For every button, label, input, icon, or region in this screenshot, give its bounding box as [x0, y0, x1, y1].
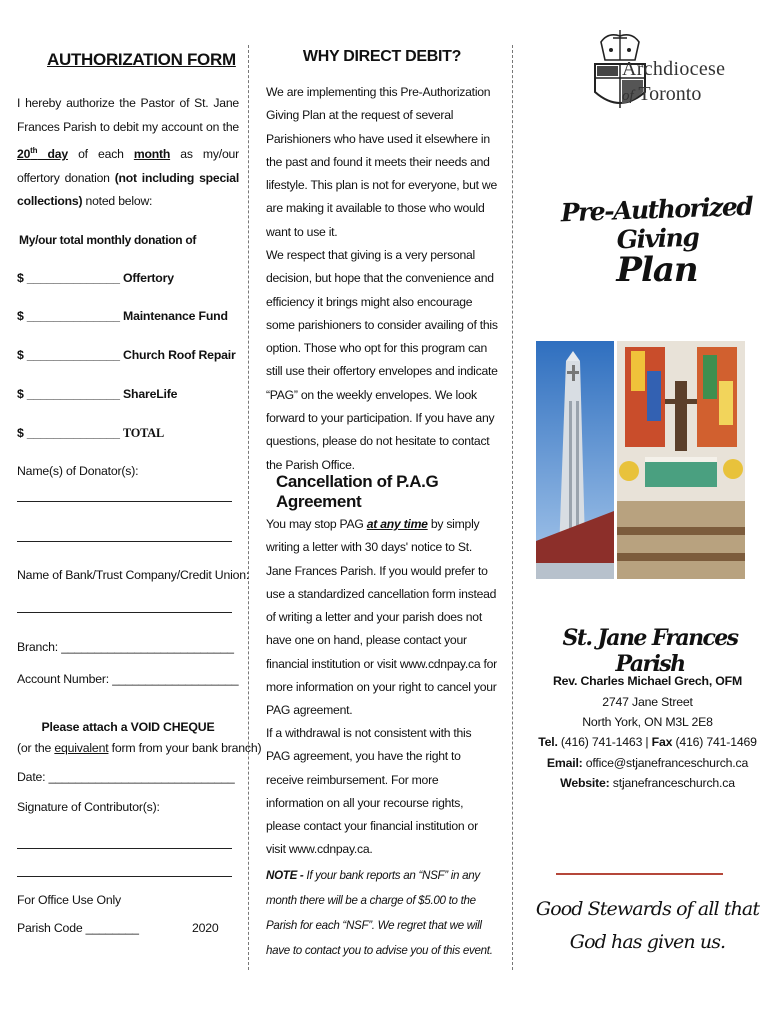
signature-label: Signature of Contributor(s): [17, 800, 160, 814]
intro-day-number: 20 [17, 147, 31, 162]
address-line-1: 2747 Jane Street [602, 695, 693, 709]
void-cheque-heading: Please attach a VOID CHEQUE [41, 720, 215, 734]
account-number-field[interactable]: Account Number: ___________________ [17, 672, 239, 686]
branch-field[interactable]: Branch: __________________________ [17, 640, 234, 654]
office-use-label: For Office Use Only [17, 893, 121, 907]
donation-label: ShareLife [123, 387, 178, 401]
email-label: Email: [546, 756, 583, 770]
respect-paragraph: We respect that giving is a very personal decision, but hope that the convenience and efficiency it brings might also encourage some parishioners to consider availing of this option. Those who opt for this program can still use their offertory envelopes and indicate “PAG” on the weekly envelopes. We look forward to your participation. If you have any questions, please do not hesitate to contact the Parish Office. [266, 248, 498, 472]
tel-label: Tel. [538, 735, 558, 749]
email-line [525, 756, 770, 770]
donator-name-label: Name(s) of Donator(s): [17, 464, 139, 478]
date-field[interactable]: Date: ____________________________ [17, 770, 235, 784]
intro-text: noted below: [85, 194, 153, 209]
cancellation-paragraph [266, 513, 498, 723]
fold-divider-left [248, 45, 249, 970]
cancel-text: You may stop PAG [266, 517, 364, 531]
pastor-name: Rev. Charles Michael Grech, OFM [552, 674, 743, 688]
bank-name-label: Name of Bank/Trust Company/Credit Union: [17, 568, 250, 582]
intro-text: I hereby authorize the Pastor of St. Jane Frances Parish to debit my account on the [17, 96, 239, 134]
amount-blank[interactable]: $ ______________ [17, 271, 120, 285]
website-label: Website: [560, 776, 610, 790]
accent-divider [556, 873, 723, 875]
address-line-2: North York, ON M3L 2E8 [582, 715, 713, 729]
amount-blank[interactable]: $ ______________ [17, 387, 120, 401]
donation-line-sharelife[interactable] [17, 387, 177, 401]
amount-blank[interactable]: $ ______________ [17, 309, 120, 323]
signature-field-2[interactable] [17, 876, 232, 877]
phone-fax-line: Tel. (416) 741-1463 | Fax (416) 741-1469 [538, 735, 757, 749]
donation-line-total[interactable] [17, 426, 164, 441]
donation-label: Offertory [123, 271, 174, 285]
intro-day-suffix: th [30, 146, 38, 155]
parish-code-field[interactable]: Parish Code ________ [17, 921, 139, 935]
cancel-text: by simply writing a letter with 30 days' notice to St. Jane Frances Parish. If you would prefer to use a standardized cancellation form instead of writing a letter and your parish does not have one on hand, please contact your financial institution or visit www.cdnpay.ca for more information on your right to cancel your PAG agreement. [266, 517, 497, 718]
reimbursement-paragraph: If a withdrawal is not consistent with this PAG agreement, you have the right to receive reimbursement. For more information on all your recourse rights, please contact your financial institution or visit www.cdnpay.ca. [266, 726, 478, 857]
donation-line-maintenance[interactable] [17, 309, 228, 323]
website-value[interactable]: stjanefranceschurch.ca [612, 776, 735, 790]
logo-toronto: Toronto [638, 83, 702, 105]
amount-blank[interactable]: $ ______________ [17, 348, 120, 362]
fax-label: Fax [651, 735, 673, 749]
fax-value: (416) 741-1469 [675, 735, 757, 749]
cancellation-title: Cancellation of P.A.G Agreement [276, 472, 439, 511]
intro-month: month [133, 147, 171, 162]
cancel-emphasis: at any time [366, 517, 428, 531]
tel-value[interactable]: (416) 741-1463 [560, 735, 643, 749]
amount-blank[interactable]: $ ______________ [17, 426, 120, 440]
donator-name-field[interactable] [17, 501, 232, 502]
void-cheque-note [17, 741, 261, 755]
logo-toronto-text [622, 83, 701, 106]
donation-label: Church Roof Repair [123, 348, 236, 362]
nsf-note [266, 863, 498, 963]
donation-line-roof[interactable] [17, 348, 236, 362]
why-direct-debit-title: WHY DIRECT DEBIT? [302, 48, 462, 65]
logo-of: of [622, 88, 634, 104]
email-value[interactable]: office@stjanefranceschurch.ca [585, 756, 749, 770]
donation-label: TOTAL [123, 426, 164, 440]
note-label: NOTE - [266, 869, 304, 882]
void-note-equivalent: equivalent [54, 741, 109, 755]
brochure-title: Pre-Authorized Giving [560, 191, 753, 255]
intro-day-word: day [47, 147, 68, 162]
bank-name-field[interactable] [17, 612, 232, 613]
fold-divider-right [512, 45, 513, 970]
void-note-text: (or the [17, 741, 52, 755]
signature-field[interactable] [17, 848, 232, 849]
church-exterior-photo [536, 341, 614, 579]
church-interior-photo [617, 341, 745, 579]
authorization-title: AUTHORIZATION FORM [47, 50, 236, 69]
intro-exclusion: (not including special collections) [17, 170, 239, 209]
motto-line-1: Good Stewards of all that [535, 898, 760, 920]
intro-text: of each [78, 147, 124, 162]
logo-archdiocese-text: Archdiocese [622, 58, 726, 80]
brochure-subtitle: Plan [616, 250, 698, 290]
donation-line-offertory[interactable] [17, 271, 174, 285]
authorization-intro [17, 92, 239, 214]
parish-name: St. Jane Frances Parish [562, 625, 738, 677]
intro-text: as my/our offertory donation [17, 147, 239, 185]
donation-label: Maintenance Fund [123, 309, 228, 323]
website-line [525, 776, 770, 790]
note-text: If your bank reports an “NSF” in any month there will be a charge of $5.00 to the Parish for each “NSF”. We regret that we will have to contact you to advise you of this event. [266, 869, 493, 957]
void-note-text: form from your bank branch) [111, 741, 262, 755]
motto-line-2: God has given us. [569, 931, 726, 953]
donator-name-field-2[interactable] [17, 541, 232, 542]
why-paragraph: We are implementing this Pre-Authorization Giving Plan at the request of several Parishioners who have used it elsewhere in the past and found it meets their needs and lifestyle. This plan is not for everyone, but we are making it available to those who would want to use it. [266, 85, 497, 239]
year-value: 2020 [192, 921, 219, 935]
monthly-donation-label: My/our total monthly donation of [19, 233, 197, 247]
